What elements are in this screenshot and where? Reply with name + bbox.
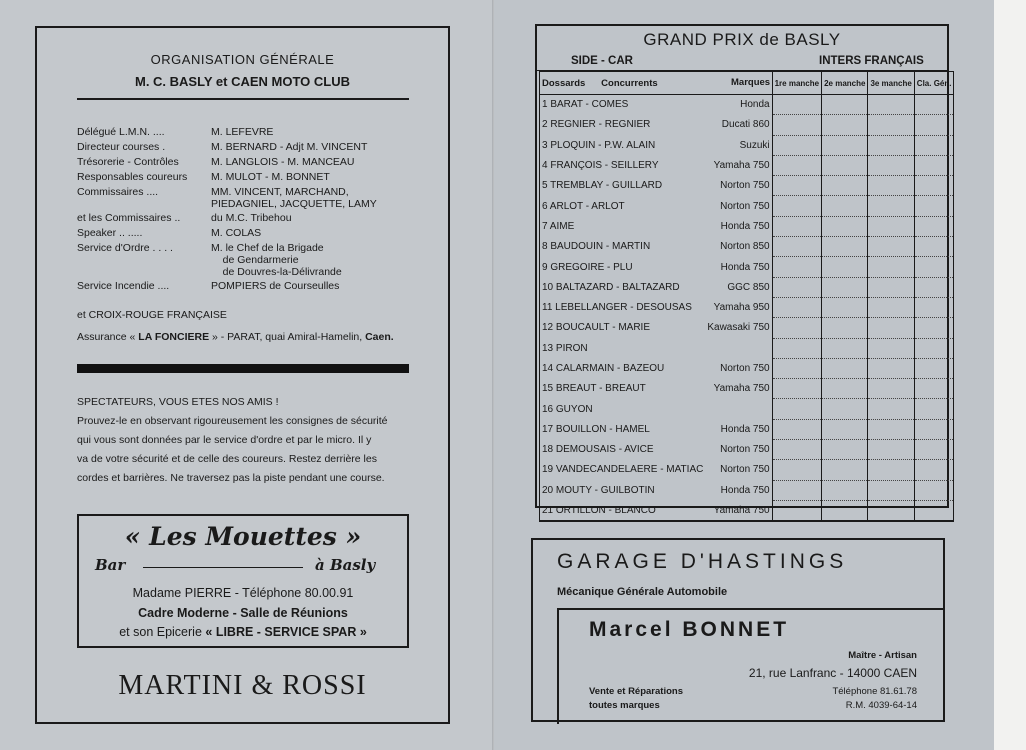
result-blank-cell — [822, 379, 868, 399]
mouettes-epicerie — [79, 625, 407, 639]
result-blank-cell — [822, 480, 868, 500]
spectators-line: qui vous sont données par le service d'ordre et par le micro. Il y — [77, 434, 372, 446]
result-blank-cell — [914, 318, 954, 338]
competitor-names: PLOQUIN - P.W. ALAIN — [550, 139, 656, 151]
dossard-number: 18 — [542, 444, 554, 456]
table-row — [540, 297, 954, 317]
competitor-names: BARAT - COMES — [550, 99, 629, 111]
result-blank-cell — [822, 277, 868, 297]
marque-cell: Norton 750 — [705, 460, 772, 480]
header-classement: Cla. Gén. — [914, 72, 954, 95]
competitor-names: MOUTY - GUILBOTIN — [555, 484, 655, 496]
result-blank-cell — [868, 500, 914, 521]
competitor-names: BALTAZARD - BALTAZARD — [555, 281, 680, 293]
result-blank-cell — [822, 419, 868, 439]
result-blank-cell — [868, 155, 914, 175]
result-blank-cell — [772, 176, 821, 196]
result-blank-cell — [914, 237, 954, 257]
assurance-company: LA FONCIERE — [138, 331, 210, 343]
result-blank-cell — [772, 500, 821, 521]
result-blank-cell — [868, 135, 914, 155]
dossard-number: 2 — [542, 119, 548, 131]
competitors-cell — [540, 216, 706, 236]
result-blank-cell — [822, 500, 868, 521]
table-row — [540, 277, 954, 297]
left-frame — [35, 26, 450, 724]
table-row — [540, 399, 954, 419]
marque-cell: Honda 750 — [705, 419, 772, 439]
result-blank-cell — [914, 115, 954, 135]
dossard-number: 10 — [542, 281, 554, 293]
competitor-names: BREAUT - BREAUT — [555, 383, 646, 395]
result-blank-cell — [868, 318, 914, 338]
dossard-number: 12 — [542, 322, 554, 334]
marque-cell: Kawasaki 750 — [705, 318, 772, 338]
result-blank-cell — [868, 379, 914, 399]
staff-role: Service Incendie .... — [77, 280, 170, 292]
staff-names: MM. VINCENT, MARCHAND, PIEDAGNIEL, JACQUETTE, LAMY — [211, 186, 377, 210]
competitor-names: CALARMAIN - BAZEOU — [555, 363, 665, 374]
result-blank-cell — [868, 277, 914, 297]
assurance-line — [77, 331, 394, 343]
marque-cell: Honda — [705, 95, 772, 115]
header-manche-3: 3e manche — [868, 72, 914, 95]
header-marques: Marques — [731, 77, 771, 88]
competitors-cell — [540, 460, 706, 480]
competitor-names: PIRON — [555, 342, 588, 354]
header-manche-2: 2e manche — [822, 72, 868, 95]
result-blank-cell — [914, 500, 954, 521]
result-blank-cell — [822, 399, 868, 419]
result-blank-cell — [914, 297, 954, 317]
competitor-names: VANDECANDELAERE - MATIAC — [555, 464, 704, 476]
owner-name: Marcel BONNET — [589, 618, 790, 641]
staff-role: Service d'Ordre . . . . — [77, 242, 173, 254]
dossard-number: 8 — [542, 241, 548, 253]
competitors-cell — [540, 358, 706, 378]
result-blank-cell — [822, 338, 868, 358]
staff-names: M. LEFEVRE — [211, 126, 274, 138]
marque-cell: Ducati 860 — [705, 115, 772, 135]
competitor-names: DEMOUSAIS - AVICE — [555, 444, 654, 456]
table-row — [540, 257, 954, 277]
staff-role: Commissaires .... — [77, 186, 159, 198]
results-rows — [540, 95, 954, 522]
competitors-cell — [540, 196, 706, 216]
competitors-cell — [540, 379, 706, 399]
competitors-cell — [540, 176, 706, 196]
competitor-names: REGNIER - REGNIER — [550, 119, 651, 131]
title-divider — [77, 98, 409, 100]
dossard-number: 21 — [542, 504, 554, 516]
competitor-names: AIME — [549, 220, 575, 232]
epicerie-prefix: et son Epicerie — [119, 625, 206, 639]
staff-names: POMPIERS de Courseulles — [211, 280, 340, 292]
marque-cell: Norton 750 — [705, 358, 772, 378]
marque-cell: Yamaha 750 — [705, 500, 772, 521]
result-blank-cell — [772, 216, 821, 236]
result-blank-cell — [822, 176, 868, 196]
marque-cell: Yamaha 750 — [705, 379, 772, 399]
table-row — [540, 176, 954, 196]
spectators-notice — [77, 393, 417, 488]
organisation-subtitle: M. C. BASLY et CAEN MOTO CLUB — [134, 74, 350, 89]
croix-rouge-text: et CROIX-ROUGE FRANÇAISE — [77, 309, 227, 321]
result-blank-cell — [822, 460, 868, 480]
competitor-names: ORTILLON - BLANCO — [555, 504, 656, 516]
result-blank-cell — [772, 379, 821, 399]
competitors-cell — [540, 135, 706, 155]
table-row — [540, 379, 954, 399]
marque-cell — [705, 338, 772, 358]
header-concurrents: Concurrents — [601, 77, 658, 89]
staff-row — [77, 186, 437, 210]
result-blank-cell — [868, 196, 914, 216]
table-row — [540, 216, 954, 236]
result-blank-cell — [868, 440, 914, 460]
result-blank-cell — [822, 257, 868, 277]
category-side-car: SIDE - CAR — [571, 55, 633, 67]
staff-row — [77, 141, 437, 153]
assurance-city: Caen. — [365, 331, 394, 343]
table-row — [540, 358, 954, 378]
garage-services-1: Vente et Réparations — [589, 686, 683, 697]
result-blank-cell — [772, 277, 821, 297]
spectators-line: Prouvez-le en observant rigoureusement les consignes de sécurité — [77, 415, 388, 427]
garage-owner-box — [557, 608, 943, 724]
staff-names: M. LANGLOIS - M. MANCEAU — [211, 156, 355, 168]
result-blank-cell — [914, 176, 954, 196]
garage-title: GARAGE D'HASTINGS — [557, 550, 848, 573]
result-blank-cell — [772, 399, 821, 419]
dossard-number: 15 — [542, 383, 554, 395]
dossard-number: 14 — [542, 363, 554, 374]
result-blank-cell — [868, 358, 914, 378]
results-table — [539, 71, 954, 522]
table-row — [540, 95, 954, 115]
garage-address: 21, rue Lanfranc - 14000 CAEN — [748, 666, 917, 680]
dossard-number: 9 — [542, 261, 548, 273]
result-blank-cell — [868, 399, 914, 419]
result-blank-cell — [772, 318, 821, 338]
staff-names: M. COLAS — [211, 227, 262, 239]
spectators-line: va de votre sécurité et de celle des coureurs. Restez derrière les — [77, 453, 377, 465]
organisation-title: ORGANISATION GÉNÉRALE — [150, 52, 335, 67]
result-blank-cell — [868, 237, 914, 257]
result-blank-cell — [772, 237, 821, 257]
competitor-names: GREGOIRE - PLU — [550, 261, 633, 273]
dossard-number: 1 — [542, 99, 548, 111]
garage-hastings-ad — [531, 538, 945, 722]
mouettes-phone: Madame PIERRE - Téléphone 80.00.91 — [132, 586, 354, 600]
competitors-cell — [540, 257, 706, 277]
dossard-number: 5 — [542, 180, 548, 192]
result-blank-cell — [914, 419, 954, 439]
result-blank-cell — [868, 297, 914, 317]
competitor-names: BOUCAULT - MARIE — [555, 322, 650, 334]
result-blank-cell — [914, 257, 954, 277]
result-blank-cell — [914, 196, 954, 216]
mouettes-bar: Bar — [95, 556, 126, 574]
marque-cell: Norton 850 — [705, 237, 772, 257]
competitors-cell — [540, 440, 706, 460]
marque-cell: Honda 750 — [705, 480, 772, 500]
garage-services-2: toutes marques — [589, 700, 660, 711]
competitors-cell — [540, 95, 706, 115]
competitor-names: LEBELLANGER - DESOUSAS — [555, 302, 692, 314]
result-blank-cell — [772, 115, 821, 135]
page-edge — [994, 0, 1026, 750]
competitor-names: GUYON — [555, 403, 593, 415]
mouettes-place: à Basly — [315, 556, 376, 574]
epicerie-spar: « LIBRE - SERVICE SPAR » — [205, 625, 367, 639]
owner-role: Maître - Artisan — [848, 650, 917, 661]
result-blank-cell — [822, 155, 868, 175]
competitor-names: FRANÇOIS - SEILLERY — [550, 160, 659, 172]
results-frame — [535, 24, 952, 516]
dossard-number: 7 — [542, 220, 548, 232]
result-blank-cell — [822, 358, 868, 378]
marque-cell: GGC 850 — [705, 277, 772, 297]
dossard-number: 13 — [542, 342, 554, 354]
competitors-cell — [540, 399, 706, 419]
result-blank-cell — [914, 277, 954, 297]
table-row — [540, 338, 954, 358]
competitors-cell — [540, 297, 706, 317]
result-blank-cell — [772, 196, 821, 216]
result-blank-cell — [914, 399, 954, 419]
competitors-cell — [540, 318, 706, 338]
staff-names: du M.C. Tribehou — [211, 212, 292, 224]
marque-cell: Honda 750 — [705, 216, 772, 236]
marque-cell: Yamaha 750 — [705, 155, 772, 175]
competitors-cell — [540, 338, 706, 358]
martini-rossi-ad: MARTINI & ROSSI — [118, 670, 367, 701]
dossard-number: 3 — [542, 139, 548, 151]
dossard-number: 4 — [542, 160, 548, 172]
table-row — [540, 237, 954, 257]
result-blank-cell — [772, 460, 821, 480]
dossard-number: 20 — [542, 484, 554, 496]
spectators-line: cordes et barrières. Ne traversez pas la piste pendant une course. — [77, 472, 385, 484]
result-blank-cell — [772, 297, 821, 317]
table-row — [540, 500, 954, 521]
result-blank-cell — [822, 237, 868, 257]
marque-cell: Yamaha 950 — [705, 297, 772, 317]
table-row — [540, 460, 954, 480]
competitors-cell — [540, 480, 706, 500]
spectators-line: SPECTATEURS, VOUS ETES NOS AMIS ! — [77, 396, 279, 408]
marque-cell: Honda 750 — [705, 257, 772, 277]
result-blank-cell — [772, 155, 821, 175]
right-page — [494, 0, 994, 750]
dossard-number: 19 — [542, 464, 554, 476]
result-blank-cell — [822, 95, 868, 115]
garage-subtitle: Mécanique Générale Automobile — [557, 586, 728, 598]
dossard-number: 17 — [542, 423, 554, 435]
result-blank-cell — [822, 440, 868, 460]
result-blank-cell — [914, 460, 954, 480]
staff-role: Trésorerie - Contrôles — [77, 156, 179, 168]
marque-cell: Norton 750 — [705, 176, 772, 196]
result-blank-cell — [914, 216, 954, 236]
result-blank-cell — [772, 358, 821, 378]
result-blank-cell — [772, 419, 821, 439]
mouettes-name: « Les Mouettes » — [124, 522, 362, 551]
header-manche-1: 1re manche — [772, 72, 821, 95]
result-blank-cell — [868, 115, 914, 135]
competitor-names: BAUDOUIN - MARTIN — [550, 241, 651, 253]
result-blank-cell — [822, 297, 868, 317]
assurance-suffix: » - PARAT, quai Amiral-Hamelin, — [209, 331, 363, 343]
staff-row — [77, 171, 437, 183]
staff-names: M. le Chef de la Brigade de Gendarmerie de Douvres-la-Délivrande — [211, 242, 342, 278]
result-blank-cell — [914, 155, 954, 175]
staff-row — [77, 212, 437, 224]
staff-names: M. BERNARD - Adjt M. VINCENT — [211, 141, 368, 153]
result-blank-cell — [914, 358, 954, 378]
result-blank-cell — [772, 257, 821, 277]
staff-role: et les Commissaires .. — [77, 212, 181, 224]
staff-role: Responsables coureurs — [77, 171, 188, 183]
result-blank-cell — [772, 440, 821, 460]
mouettes-cadre: Cadre Moderne - Salle de Réunions — [138, 606, 348, 620]
result-blank-cell — [822, 216, 868, 236]
result-blank-cell — [822, 196, 868, 216]
competitors-cell — [540, 419, 706, 439]
mouettes-rule — [143, 567, 303, 568]
result-blank-cell — [868, 338, 914, 358]
result-blank-cell — [772, 480, 821, 500]
dossard-number: 11 — [542, 302, 553, 314]
staff-row — [77, 227, 437, 239]
result-blank-cell — [822, 135, 868, 155]
competitors-cell — [540, 115, 706, 135]
marque-cell: Norton 750 — [705, 196, 772, 216]
staff-row — [77, 126, 437, 138]
table-row — [540, 155, 954, 175]
result-blank-cell — [914, 480, 954, 500]
result-blank-cell — [868, 257, 914, 277]
table-row — [540, 196, 954, 216]
staff-names: M. MULOT - M. BONNET — [211, 171, 330, 183]
staff-role: Speaker .. ..... — [77, 227, 143, 239]
category-inters: INTERS FRANÇAIS — [819, 55, 924, 67]
garage-rm: R.M. 4039-64-14 — [845, 700, 917, 711]
table-row — [540, 480, 954, 500]
result-blank-cell — [822, 115, 868, 135]
table-row — [540, 115, 954, 135]
les-mouettes-ad — [77, 514, 409, 648]
result-blank-cell — [868, 480, 914, 500]
garage-phone: Téléphone 81.61.78 — [832, 686, 917, 697]
grand-prix-title: GRAND PRIX de BASLY — [643, 30, 841, 49]
staff-row — [77, 242, 437, 278]
staff-role: Délégué L.M.N. .... — [77, 126, 165, 138]
header-dossards: Dossards — [542, 77, 586, 89]
result-blank-cell — [914, 95, 954, 115]
result-blank-cell — [868, 95, 914, 115]
marque-cell: Norton 750 — [705, 440, 772, 460]
table-row — [540, 135, 954, 155]
staff-row — [77, 280, 437, 292]
competitor-names: TREMBLAY - GUILLARD — [550, 180, 663, 192]
competitors-cell — [540, 500, 706, 521]
competitor-names: BOUILLON - HAMEL — [555, 423, 650, 435]
result-blank-cell — [914, 338, 954, 358]
staff-row — [77, 156, 437, 168]
result-blank-cell — [914, 135, 954, 155]
result-blank-cell — [914, 440, 954, 460]
result-blank-cell — [772, 95, 821, 115]
competitors-cell — [540, 237, 706, 257]
result-blank-cell — [868, 460, 914, 480]
competitors-cell — [540, 155, 706, 175]
result-blank-cell — [868, 419, 914, 439]
assurance-prefix: Assurance « — [77, 331, 139, 343]
table-row — [540, 419, 954, 439]
marque-cell: Suzuki — [705, 135, 772, 155]
result-blank-cell — [868, 176, 914, 196]
table-row — [540, 440, 954, 460]
table-row — [540, 318, 954, 338]
marque-cell — [705, 399, 772, 419]
result-blank-cell — [772, 338, 821, 358]
competitors-cell — [540, 277, 706, 297]
dossard-number: 6 — [542, 200, 548, 212]
left-page — [0, 0, 494, 750]
staff-role: Directeur courses . — [77, 141, 166, 153]
result-blank-cell — [868, 216, 914, 236]
black-divider-bar — [77, 364, 409, 373]
dossard-number: 16 — [542, 403, 554, 415]
result-blank-cell — [914, 379, 954, 399]
result-blank-cell — [822, 318, 868, 338]
result-blank-cell — [772, 135, 821, 155]
competitor-names: ARLOT - ARLOT — [549, 200, 625, 212]
